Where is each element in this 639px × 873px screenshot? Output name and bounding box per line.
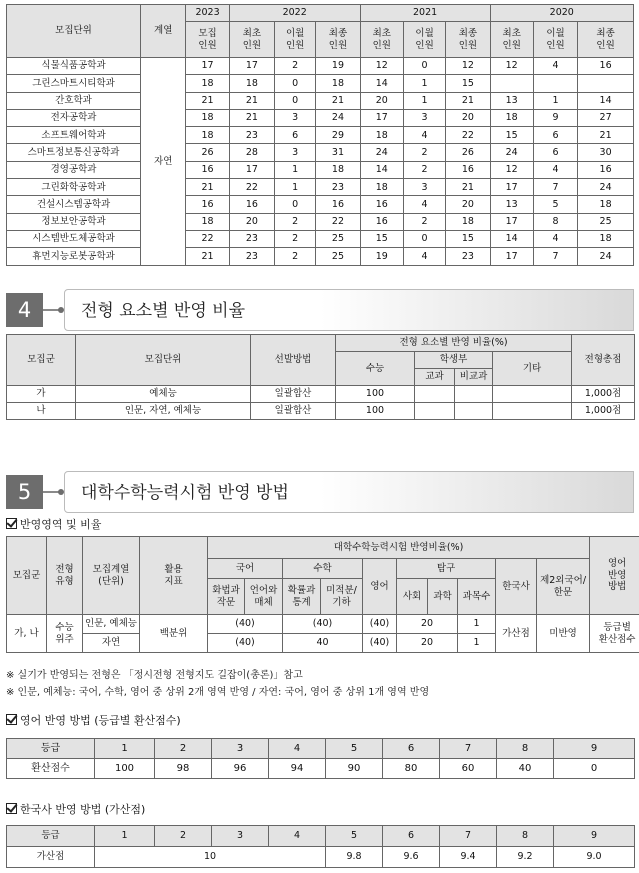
value-cell: 4 <box>533 161 577 178</box>
col-type-header: 전형 유형 <box>47 537 83 615</box>
initial-header: 최초 인원 <box>490 22 533 58</box>
value-cell: 1 <box>403 75 445 92</box>
table-row <box>7 248 634 265</box>
count-header: 과목수 <box>458 579 496 615</box>
history-cell: 가산점 <box>496 615 537 653</box>
value-cell: 12 <box>446 58 490 75</box>
suneung-cell: 100 <box>336 386 415 403</box>
admissions-history-table <box>6 4 634 266</box>
value-cell: 16 <box>360 196 403 213</box>
value-cell: 16 <box>578 58 634 75</box>
value-cell: 15 <box>360 230 403 247</box>
unit-cell: 전자공학과 <box>7 109 141 126</box>
grade-cell: 6 <box>383 826 440 847</box>
grade-cell: 9 <box>554 739 635 759</box>
score-cell: 0 <box>554 759 635 779</box>
score-cell: 9.6 <box>383 847 440 868</box>
english-cell: (40) <box>363 634 397 653</box>
value-cell: 5 <box>533 196 577 213</box>
value-cell: 17 <box>490 248 533 265</box>
initial-header: 최초 인원 <box>360 22 403 58</box>
english-cell: (40) <box>363 615 397 634</box>
value-cell: 21 <box>186 92 229 109</box>
selection-ratio-table <box>6 334 635 420</box>
value-cell: 16 <box>446 161 490 178</box>
value-cell: 21 <box>446 92 490 109</box>
value-cell: 23 <box>229 248 274 265</box>
checkbox-heading-history <box>6 801 145 817</box>
value-cell: 24 <box>490 144 533 161</box>
carryover-header: 이월 인원 <box>533 22 577 58</box>
value-cell: 0 <box>403 58 445 75</box>
value-cell: 21 <box>446 179 490 196</box>
method-cell: 일괄합산 <box>251 403 336 420</box>
col-method-header: 선발방법 <box>251 335 336 386</box>
value-cell: 6 <box>533 144 577 161</box>
grade-cell: 1 <box>95 739 155 759</box>
unit-cell: 스마트정보통신공학과 <box>7 144 141 161</box>
value-cell: 18 <box>490 109 533 126</box>
section-number: 5 <box>6 475 43 509</box>
unit-cell: 정보보안공학과 <box>7 213 141 230</box>
section-5-header <box>6 471 634 515</box>
grade-label: 등급 <box>7 739 95 759</box>
inquiry-cell: 20 <box>397 615 458 634</box>
value-cell: 3 <box>275 109 316 126</box>
checkbox-icon <box>6 714 17 725</box>
math-header: 수학 <box>283 559 363 579</box>
value-cell: 6 <box>275 127 316 144</box>
korean-header: 국어 <box>208 559 283 579</box>
col-eng-method-header: 영어 반영 방법 <box>590 537 639 615</box>
section-title: 대학수학능력시험 반영 방법 <box>81 483 289 503</box>
section-title-box <box>64 471 634 513</box>
value-cell <box>490 75 533 92</box>
value-cell: 28 <box>229 144 274 161</box>
grade-cell: 7 <box>440 739 497 759</box>
value-cell: 18 <box>360 179 403 196</box>
checkbox-heading-areas <box>6 516 101 532</box>
suneung-header: 수능 <box>336 352 415 386</box>
score-cell: 80 <box>383 759 440 779</box>
col-index-header: 활용 지표 <box>140 537 208 615</box>
value-cell: 0 <box>275 196 316 213</box>
kor-b-header: 언어와 매체 <box>245 579 283 615</box>
score-cell: 9.2 <box>497 847 554 868</box>
value-cell: 21 <box>578 127 634 144</box>
index-cell: 백분위 <box>140 615 208 653</box>
value-cell: 4 <box>533 230 577 247</box>
value-cell: 31 <box>316 144 360 161</box>
lang2-header: 제2외국어/ 한문 <box>537 559 590 615</box>
score-cell: 98 <box>155 759 212 779</box>
value-cell: 24 <box>360 144 403 161</box>
value-cell: 3 <box>275 144 316 161</box>
score-label: 환산점수 <box>7 759 95 779</box>
value-cell: 12 <box>360 58 403 75</box>
year-2021-header: 2021 <box>360 5 490 22</box>
value-cell: 24 <box>578 248 634 265</box>
unit-cell: 휴먼지능로봇공학과 <box>7 248 141 265</box>
unit-cell: 시스템반도체공학과 <box>7 230 141 247</box>
inquiry-cell: 20 <box>397 634 458 653</box>
value-cell: 18 <box>446 213 490 230</box>
eng-method-cell: 등급별 환산점수 <box>590 615 639 653</box>
col-unit-header: 모집단위 <box>76 335 251 386</box>
recruit-header: 모집 인원 <box>186 22 229 58</box>
score-label: 가산점 <box>7 847 95 868</box>
col-track-header: 계열 <box>141 5 186 58</box>
value-cell: 14 <box>360 75 403 92</box>
value-cell: 20 <box>446 109 490 126</box>
table-row <box>7 196 634 213</box>
year-2020-header: 2020 <box>490 5 633 22</box>
table-row <box>7 386 635 403</box>
etc-cell <box>493 386 572 403</box>
table-row <box>7 58 634 75</box>
grade-cell: 5 <box>326 826 383 847</box>
value-cell: 23 <box>229 127 274 144</box>
value-cell: 0 <box>275 92 316 109</box>
ratio-header: 전형 요소별 반영 비율(%) <box>336 335 572 352</box>
social-header: 사회 <box>397 579 428 615</box>
value-cell: 17 <box>229 161 274 178</box>
grade-cell: 1 <box>95 826 155 847</box>
math-b-header: 미적분/ 기하 <box>321 579 363 615</box>
lang2-cell: 미반영 <box>537 615 590 653</box>
subject-header: 교과 <box>415 369 455 386</box>
checkbox-heading-english <box>6 712 181 728</box>
value-cell: 24 <box>316 109 360 126</box>
science-header: 과학 <box>428 579 458 615</box>
grade-label: 등급 <box>7 826 95 847</box>
grade-cell: 4 <box>269 826 326 847</box>
merged-score-cell: 10 <box>95 847 326 868</box>
score-cell: 60 <box>440 759 497 779</box>
table-row <box>7 213 634 230</box>
score-cell: 90 <box>326 759 383 779</box>
score-cell: 40 <box>497 759 554 779</box>
field-cell: 자연 <box>83 634 140 653</box>
value-cell: 1 <box>275 161 316 178</box>
value-cell: 6 <box>533 127 577 144</box>
table-row <box>7 161 634 178</box>
ratio-header: 대학수학능력시험 반영비율(%) <box>208 537 590 559</box>
value-cell: 13 <box>490 92 533 109</box>
value-cell: 3 <box>403 109 445 126</box>
nonsubject-cell <box>455 386 493 403</box>
value-cell: 27 <box>578 109 634 126</box>
korean-cell: (40) <box>208 634 283 653</box>
value-cell: 25 <box>316 248 360 265</box>
section-number: 4 <box>6 293 43 327</box>
nonsubject-header: 비교과 <box>455 369 493 386</box>
value-cell: 16 <box>186 196 229 213</box>
total-cell: 1,000점 <box>572 386 635 403</box>
value-cell: 0 <box>403 230 445 247</box>
math-cell: (40) <box>283 615 363 634</box>
group-cell: 가 <box>7 386 76 403</box>
value-cell: 25 <box>578 213 634 230</box>
col-total-header: 전형총점 <box>572 335 635 386</box>
history-header: 한국사 <box>496 559 537 615</box>
value-cell: 1 <box>403 92 445 109</box>
type-cell: 수능 위주 <box>47 615 83 653</box>
score-cell: 96 <box>212 759 269 779</box>
subject-cell <box>415 403 455 420</box>
carryover-header: 이월 인원 <box>275 22 316 58</box>
value-cell: 2 <box>403 144 445 161</box>
table-row <box>7 92 634 109</box>
inquiry-header: 탐구 <box>397 559 496 579</box>
value-cell: 1 <box>533 92 577 109</box>
value-cell: 14 <box>490 230 533 247</box>
value-cell: 24 <box>578 179 634 196</box>
value-cell: 4 <box>533 58 577 75</box>
final-header: 최종 인원 <box>316 22 360 58</box>
value-cell: 14 <box>578 92 634 109</box>
subject-cell <box>415 386 455 403</box>
value-cell: 23 <box>446 248 490 265</box>
value-cell: 20 <box>446 196 490 213</box>
checkbox-icon <box>6 518 17 529</box>
value-cell: 16 <box>578 161 634 178</box>
grade-cell: 2 <box>155 739 212 759</box>
value-cell: 19 <box>360 248 403 265</box>
grade-cell: 6 <box>383 739 440 759</box>
unit-cell: 예체능 <box>76 386 251 403</box>
col-group-header: 모집군 <box>7 537 47 615</box>
grade-cell: 7 <box>440 826 497 847</box>
grade-cell: 8 <box>497 826 554 847</box>
value-cell: 12 <box>490 58 533 75</box>
grade-cell: 2 <box>155 826 212 847</box>
table-row <box>7 109 634 126</box>
value-cell: 7 <box>533 179 577 196</box>
value-cell: 17 <box>229 58 274 75</box>
unit-cell: 그린스마트시티학과 <box>7 75 141 92</box>
value-cell: 16 <box>186 161 229 178</box>
grade-cell: 9 <box>554 826 635 847</box>
value-cell: 2 <box>275 248 316 265</box>
value-cell <box>578 75 634 92</box>
value-cell: 22 <box>446 127 490 144</box>
track-cell: 자연 <box>141 58 186 266</box>
table-row <box>7 127 634 144</box>
value-cell: 2 <box>275 230 316 247</box>
value-cell: 0 <box>275 75 316 92</box>
korean-cell: (40) <box>208 615 283 634</box>
value-cell: 8 <box>533 213 577 230</box>
value-cell: 21 <box>186 179 229 196</box>
section-title-box <box>64 289 634 331</box>
value-cell: 21 <box>229 109 274 126</box>
year-2022-header: 2022 <box>229 5 360 22</box>
value-cell: 26 <box>446 144 490 161</box>
value-cell: 4 <box>403 196 445 213</box>
etc-cell <box>493 403 572 420</box>
value-cell: 20 <box>360 92 403 109</box>
value-cell: 4 <box>403 248 445 265</box>
math-a-header: 확률과 통계 <box>283 579 321 615</box>
note-1: ※ 실기가 반영되는 전형은 「정시전형 전형지도 길잡이(총론)」참고 <box>6 670 303 681</box>
connector-dot <box>58 489 64 495</box>
year-2023-header: 2023 <box>186 5 229 22</box>
nonsubject-cell <box>455 403 493 420</box>
value-cell: 18 <box>186 213 229 230</box>
unit-cell: 경영공학과 <box>7 161 141 178</box>
value-cell: 20 <box>229 213 274 230</box>
connector-dot <box>58 307 64 313</box>
col-group-header: 모집군 <box>7 335 76 386</box>
grade-cell: 3 <box>212 739 269 759</box>
heading-text: 반영영역 및 비율 <box>20 518 102 531</box>
group-cell: 가, 나 <box>7 615 47 653</box>
value-cell: 2 <box>275 58 316 75</box>
total-cell: 1,000점 <box>572 403 635 420</box>
value-cell: 18 <box>316 161 360 178</box>
value-cell: 19 <box>316 58 360 75</box>
initial-header: 최초 인원 <box>229 22 274 58</box>
value-cell: 17 <box>360 109 403 126</box>
value-cell: 22 <box>316 213 360 230</box>
value-cell: 17 <box>490 213 533 230</box>
unit-cell: 간호학과 <box>7 92 141 109</box>
value-cell: 23 <box>316 179 360 196</box>
table-row <box>7 144 634 161</box>
table-row <box>7 75 634 92</box>
grade-cell: 8 <box>497 739 554 759</box>
value-cell: 4 <box>403 127 445 144</box>
value-cell: 15 <box>490 127 533 144</box>
final-header: 최종 인원 <box>578 22 634 58</box>
value-cell: 3 <box>403 179 445 196</box>
checkbox-icon <box>6 803 17 814</box>
unit-cell: 식물식품공학과 <box>7 58 141 75</box>
value-cell: 18 <box>578 196 634 213</box>
english-score-table <box>6 738 635 779</box>
grade-cell: 3 <box>212 826 269 847</box>
score-cell: 100 <box>95 759 155 779</box>
value-cell: 13 <box>490 196 533 213</box>
value-cell <box>533 75 577 92</box>
value-cell: 2 <box>275 213 316 230</box>
carryover-header: 이월 인원 <box>403 22 445 58</box>
score-cell: 9.0 <box>554 847 635 868</box>
count-cell: 1 <box>458 634 496 653</box>
value-cell: 18 <box>229 75 274 92</box>
unit-cell: 소프트웨어학과 <box>7 127 141 144</box>
value-cell: 30 <box>578 144 634 161</box>
value-cell: 9 <box>533 109 577 126</box>
table-row <box>7 179 634 196</box>
score-cell: 9.8 <box>326 847 383 868</box>
value-cell: 18 <box>186 109 229 126</box>
value-cell: 29 <box>316 127 360 144</box>
value-cell: 15 <box>446 75 490 92</box>
value-cell: 1 <box>275 179 316 196</box>
col-field-header: 모집계열 (단위) <box>83 537 140 615</box>
value-cell: 2 <box>403 213 445 230</box>
heading-text: 영어 반영 방법 (등급별 환산점수) <box>20 714 181 727</box>
score-cell: 94 <box>269 759 326 779</box>
value-cell: 2 <box>403 161 445 178</box>
value-cell: 23 <box>229 230 274 247</box>
value-cell: 21 <box>316 92 360 109</box>
count-cell: 1 <box>458 615 496 634</box>
value-cell: 17 <box>490 179 533 196</box>
unit-cell: 건설시스템공학과 <box>7 196 141 213</box>
value-cell: 12 <box>490 161 533 178</box>
value-cell: 18 <box>578 230 634 247</box>
value-cell: 16 <box>360 213 403 230</box>
note-2: ※ 인문, 예체능: 국어, 수학, 영어 중 상위 2개 영역 반영 / 자연: 국어, 영어 중 상위 1개 영역 반영 <box>6 687 430 698</box>
math-cell: 40 <box>283 634 363 653</box>
grade-cell: 5 <box>326 739 383 759</box>
section-4-header <box>6 289 634 333</box>
value-cell: 25 <box>316 230 360 247</box>
table-row <box>7 403 635 420</box>
etc-header: 기타 <box>493 352 572 386</box>
grade-cell: 4 <box>269 739 326 759</box>
value-cell: 22 <box>229 179 274 196</box>
english-header: 영어 <box>363 559 397 615</box>
value-cell: 18 <box>360 127 403 144</box>
value-cell: 18 <box>186 127 229 144</box>
value-cell: 15 <box>446 230 490 247</box>
history-score-table <box>6 825 635 868</box>
value-cell: 21 <box>186 248 229 265</box>
unit-cell: 그린화학공학과 <box>7 179 141 196</box>
value-cell: 18 <box>186 75 229 92</box>
value-cell: 21 <box>229 92 274 109</box>
group-cell: 나 <box>7 403 76 420</box>
score-cell: 9.4 <box>440 847 497 868</box>
table-row <box>7 230 634 247</box>
value-cell: 17 <box>186 58 229 75</box>
field-cell: 인문, 예체능 <box>83 615 140 634</box>
final-header: 최종 인원 <box>446 22 490 58</box>
value-cell: 18 <box>316 75 360 92</box>
value-cell: 22 <box>186 230 229 247</box>
value-cell: 14 <box>360 161 403 178</box>
col-unit-header: 모집단위 <box>7 5 141 58</box>
value-cell: 16 <box>316 196 360 213</box>
kor-a-header: 화법과 작문 <box>208 579 245 615</box>
school-record-header: 학생부 <box>415 352 493 369</box>
unit-cell: 인문, 자연, 예체능 <box>76 403 251 420</box>
value-cell: 7 <box>533 248 577 265</box>
section-title: 전형 요소별 반영 비율 <box>81 301 246 321</box>
suneung-method-table <box>6 536 639 653</box>
value-cell: 26 <box>186 144 229 161</box>
heading-text: 한국사 반영 방법 (가산점) <box>20 803 146 816</box>
suneung-cell: 100 <box>336 403 415 420</box>
method-cell: 일괄합산 <box>251 386 336 403</box>
value-cell: 16 <box>229 196 274 213</box>
